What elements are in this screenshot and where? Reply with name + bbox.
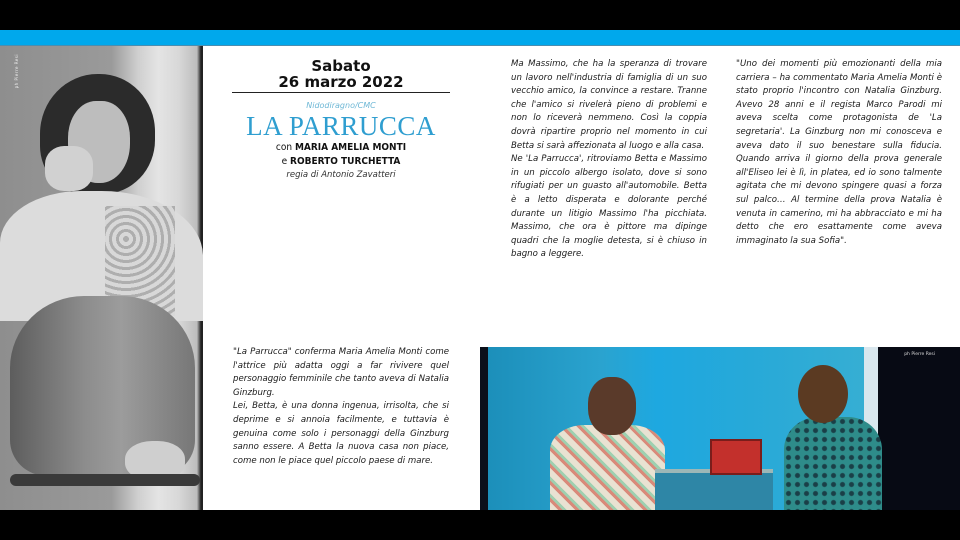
director-credit: regia di Antonio Zavatteri — [286, 170, 396, 180]
cast-line-1: con MARIA AMELIA MONTI — [275, 142, 407, 153]
cast-name-2: ROBERTO TURCHETTA — [290, 156, 401, 167]
stage-photo-credit: ph Pierre Resi — [904, 352, 935, 357]
paragraph: Lei, Betta, è una donna ingenua, irrisolta, che si deprime e si annoia facilmente, e tuttavia è genuina come solo i personaggi della Ginzburg sanno essere. A Betta la nuova casa non piace, come non le piace quel piccolo paese di mare. — [233, 401, 449, 466]
paragraph: "La Parrucca" conferma Maria Amelia Monti come l'attrice più adatta oggi a far rivivere quel personaggio femminile che tanto aveva di Natalia Ginzburg. — [233, 347, 449, 398]
cast-name-1: MARIA AMELIA MONTI — [294, 142, 407, 153]
event-day: Sabato — [311, 57, 371, 75]
event-header — [232, 58, 450, 180]
actress-portrait-photo — [0, 46, 203, 510]
paragraph: Ma Massimo, che ha la speranza di trovare un lavoro nell'industria di famiglia di un suo vecchio amico, la convince a restare. Tranne che l'amico si rivelerà pieno di problemi e non lo riceverà nemmeno. Così la coppia dovrà ripartire proprio nel momento in cui Betta si sarà affezionata al luogo e alla casa. — [511, 59, 707, 151]
article-column-1 — [511, 58, 707, 262]
article-column-2 — [736, 58, 942, 248]
paragraph: Ne 'La Parrucca', ritroviamo Betta e Massimo in un piccolo albergo isolato, dove si sono rifugiati per un guasto all'automobile. Betta è a letto disperata e dolorante perché durante un litigio Massimo l'ha picchiata. Massimo, che ora è pittore ma dipinge quadri che la moglie detesta, si è chiuso in bagno a leggere. — [511, 154, 707, 260]
magazine-page — [0, 46, 960, 510]
event-producer: Nidodiragno/CMC — [306, 101, 376, 110]
paragraph: "Uno dei momenti più emozionanti della mia carriera – ha commentato Maria Amelia Monti è stato proprio l'incontro con Natalia Ginzburg. Avevo 28 anni e il regista Marco Parodi mi aveva scelta come protagonista de 'La segretaria'. La Ginzburg non mi conosceva e aveva dato il suo benestare sulla fiducia. Quando arriva il giorno della prova generale all'Eliseo lei è lì, in platea, ed io sono talmente agitata che mi devono spingere quasi a forza sul palco… Al termine della prova Natalia è venuta in camerino, mi ha abbracciato e mi ha detto che ero esattamente come aveva immaginato la sua Sofia". — [736, 59, 942, 246]
top-black-bar — [0, 0, 960, 30]
portrait-photo-credit: ph Pierre Resi — [14, 54, 19, 89]
event-date: 26 marzo 2022 — [232, 74, 450, 93]
article-column-3 — [233, 346, 449, 468]
show-title: LA PARRUCCA — [246, 111, 436, 141]
stage-scene-photo — [480, 347, 960, 510]
radio-prop — [710, 439, 762, 475]
cast-line-2: e ROBERTO TURCHETTA — [281, 156, 401, 167]
header-blue-band — [0, 30, 960, 46]
bottom-black-bar — [0, 510, 960, 540]
